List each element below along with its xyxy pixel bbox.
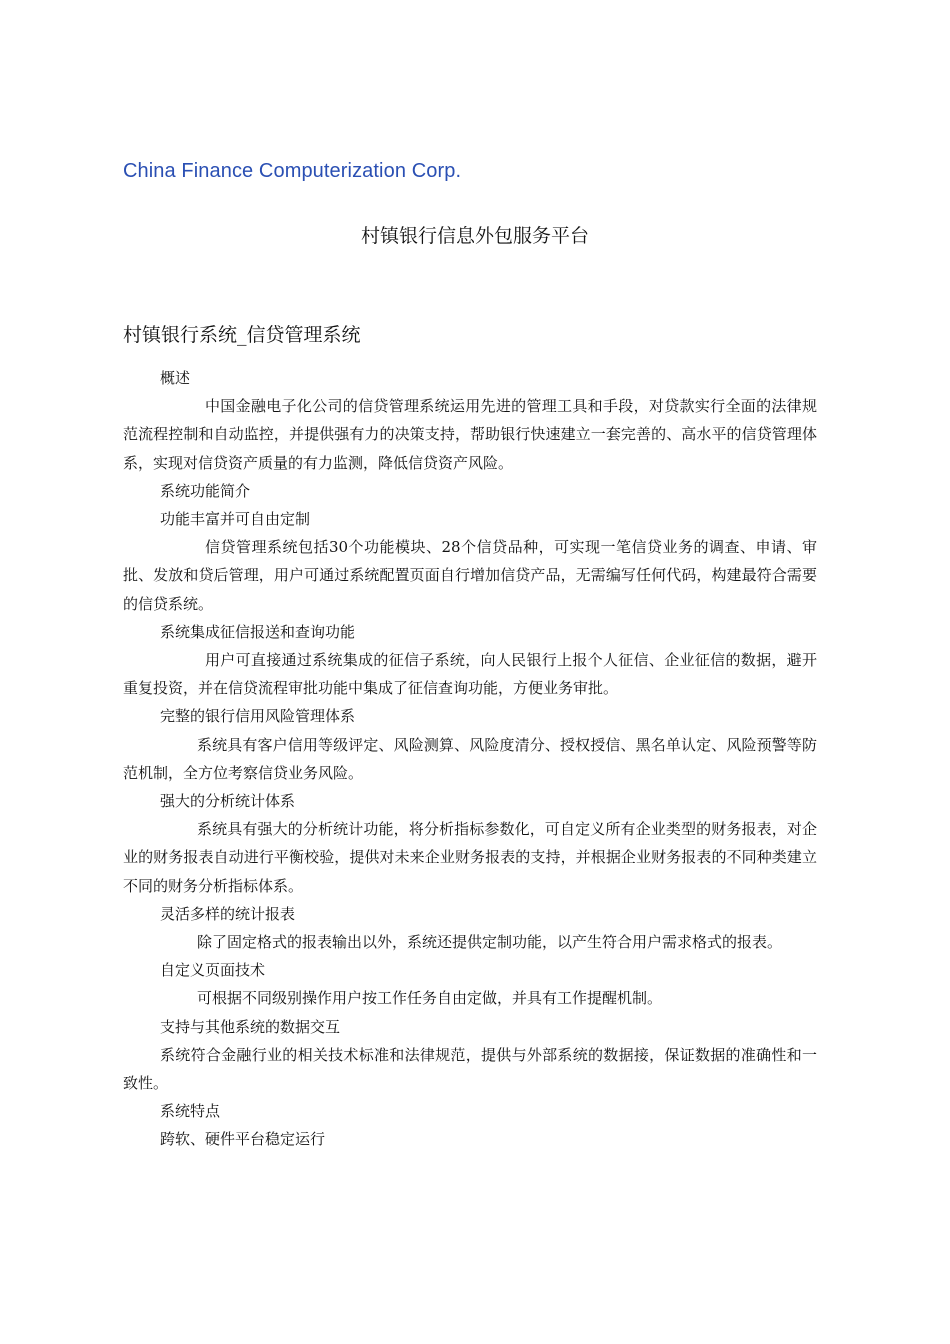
feature-paragraph-customizable: 信贷管理系统包括30个功能模块、28个信贷品种，可实现一笔信贷业务的调查、申请、审批、发放和贷后管理，用户可通过系统配置页面自行增加信贷产品，无需编写任何代码，构建最符合需要的信贷系统。 (123, 538, 817, 613)
company-name: China Finance Computerization Corp. (123, 160, 462, 182)
system-title: 村镇银行系统_信贷管理系统 (123, 324, 361, 346)
overview-paragraph: 中国金融电子化公司的信贷管理系统运用先进的管理工具和手段，对贷款实行全面的法律规范流程控制和自动监控，并提供强有力的决策支持，帮助银行快速建立一套完善的、高水平的信贷管理体系，实现对信贷资产质量的有力监测，降低信贷资产风险。 (123, 397, 817, 472)
feature-paragraph-risk-management: 系统具有客户信用等级评定、风险测算、风险度清分、授权授信、黑名单认定、风险预警等防范机制，全方位考察信贷业务风险。 (123, 735, 817, 782)
feature-heading-reports: 灵活多样的统计报表 (160, 904, 296, 923)
feature-paragraph-data-exchange: 系统符合金融行业的相关技术标准和法律规范，提供与外部系统的数据接，保证数据的准确性和一致性。 (123, 1045, 817, 1093)
feature-heading-customizable: 功能丰富并可自由定制 (160, 510, 311, 529)
feature-heading-analysis: 强大的分析统计体系 (160, 792, 296, 811)
feature-paragraph-analysis: 系统具有强大的分析统计功能，将分析指标参数化，可自定义所有企业类型的财务报表，对企业的财务报表自动进行平衡校验，提供对未来企业财务报表的支持，并根据企业财务报表的不同种类建立不同的财务分析指标体系。 (123, 820, 817, 895)
characteristics-heading: 系统特点 (160, 1102, 221, 1121)
feature-heading-credit-reporting: 系统集成征信报送和查询功能 (160, 622, 356, 641)
features-heading: 系统功能简介 (160, 481, 251, 500)
feature-heading-custom-pages: 自定义页面技术 (160, 961, 266, 980)
overview-heading: 概述 (160, 369, 191, 387)
feature-paragraph-credit-reporting: 用户可直接通过系统集成的征信子系统，向人民银行上报个人征信、企业征信的数据，避开重复投资，并在信贷流程审批功能中集成了征信查询功能，方便业务审批。 (123, 651, 817, 698)
characteristic-heading-cross-platform: 跨软、硬件平台稳定运行 (160, 1130, 326, 1149)
feature-heading-risk-management: 完整的银行信用风险管理体系 (160, 707, 356, 726)
feature-heading-data-exchange: 支持与其他系统的数据交互 (160, 1017, 341, 1036)
platform-title: 村镇银行信息外包服务平台 (360, 225, 589, 247)
feature-paragraph-reports: 除了固定格式的报表输出以外，系统还提供定制功能，以产生符合用户需求格式的报表。 (197, 933, 783, 952)
document-body (123, 364, 817, 1154)
feature-paragraph-custom-pages: 可根据不同级别操作用户按工作任务自由定做，并具有工作提醒机制。 (197, 989, 663, 1008)
